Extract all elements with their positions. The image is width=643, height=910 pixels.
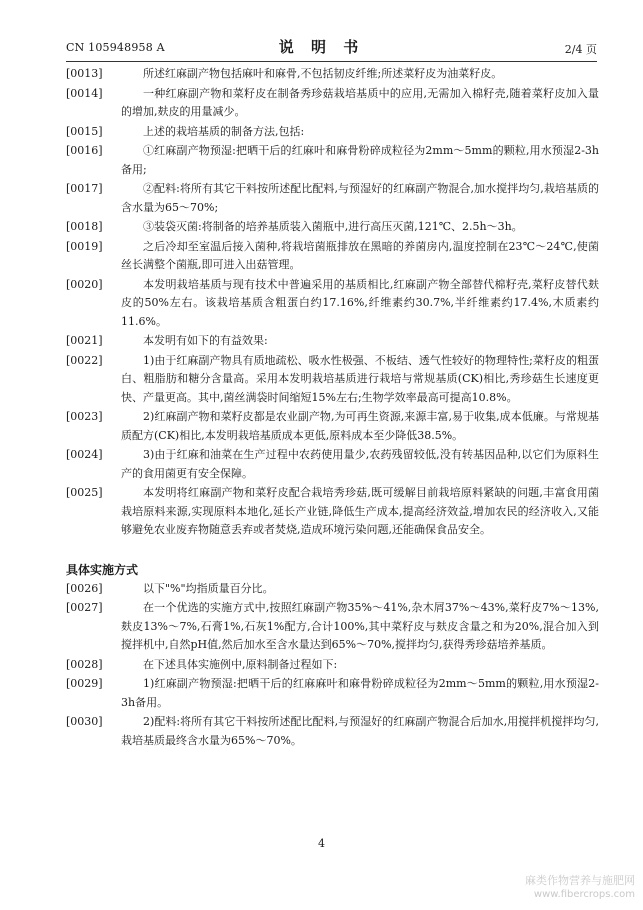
paragraph-text: 一种红麻副产物和菜籽皮在制备秀珍菇栽培基质中的应用,无需加入棉籽壳,随着菜籽皮加入量的增加,麸皮的用量减少。 [121, 86, 599, 118]
paragraph-number: [0019] [66, 239, 103, 253]
paragraph-text: 上述的栽培基质的制备方法,包括: [143, 124, 305, 138]
paragraph-number: [0028] [66, 657, 103, 671]
paragraph-text: 本发明将红麻副产物和菜籽皮配合栽培秀珍菇,既可缓解目前栽培原料紧缺的问题,丰富食用菌栽培原料来源,实现原料本地化,延长产业链,降低生产成本,提高经济效益,增加农民的经济收入,又能够避免农业废弃物随意丢弃或者焚烧,造成环境污染问题,还能确保食品安全。 [121, 486, 599, 536]
paragraph [66, 484, 599, 540]
watermark [525, 873, 635, 902]
paragraph-number: [0023] [66, 410, 103, 423]
paragraph-text: 1)红麻副产物预湿:把晒干后的红麻麻叶和麻骨粉碎成粒径为2mm～5mm的颗粒,用水预湿2-3h备用。 [121, 677, 599, 709]
paragraph [66, 180, 599, 217]
page-number: 4 [318, 837, 325, 850]
paragraph-number: [0027] [66, 601, 103, 614]
header-divider [66, 61, 597, 62]
paragraph [66, 218, 599, 237]
paragraph [66, 656, 599, 675]
watermark-url: www.fibercrops.com [533, 889, 635, 900]
paragraph-number: [0024] [66, 448, 103, 461]
paragraph-text: 之后冷却至室温后接入菌种,将栽培菌瓶排放在黑暗的养菌房内,温度控制在23℃～24℃,使菌丝长满整个菌瓶,即可进入出菇管理。 [121, 239, 599, 271]
patent-number: CN 105948958 A [66, 41, 165, 54]
paragraph-text: ③装袋灭菌:将制备的培养基质装入菌瓶中,进行高压灭菌,121℃、2.5h～3h。 [143, 220, 523, 233]
paragraph-text: ②配料:将所有其它干料按所述配比配料,与预湿好的红麻副产物混合,加水搅拌均匀,栽培基质的含水量为65～70%; [121, 182, 599, 214]
paragraph [66, 352, 599, 408]
paragraph-number: [0030] [66, 715, 103, 728]
paragraph-text: 3)由于红麻和油菜在生产过程中农药使用量少,农药残留较低,没有转基因品种,以它们为原料生产的食用菌更有安全保障。 [121, 448, 599, 480]
paragraph [66, 238, 599, 275]
paragraph-text: 2)红麻副产物和菜籽皮都是农业副产物,为可再生资源,来源丰富,易于收集,成本低廉。与常规基质配方(CK)相比,本发明栽培基质成本更低,原料成本至少降低38.5%。 [121, 410, 599, 442]
paragraph-text: 以下"%"均指质量百分比。 [143, 581, 274, 595]
paragraph-text: 所述红麻副产物包括麻叶和麻骨,不包括韧皮纤维;所述菜籽皮为油菜籽皮。 [143, 67, 503, 80]
paragraph-text: 在下述具体实施例中,原料制备过程如下: [143, 657, 338, 671]
paragraph-number: [0013] [66, 67, 103, 80]
paragraph-text: 本发明有如下的有益效果: [143, 334, 268, 347]
section-title: 具体实施方式 [66, 562, 139, 577]
paragraph-text: 在一个优选的实施方式中,按照红麻副产物35%～41%,杂木屑37%～43%,菜籽皮7%～13%,麸皮13%～7%,石膏1%,石灰1%配方,合计100%,其中菜籽皮与麸皮含量之和为20%,混合加入到搅拌机中,自然pH值,然后加水至含水量达到65%～70%,搅拌均匀,获得秀珍菇培养基质。 [121, 601, 599, 651]
paragraph [66, 123, 599, 142]
paragraph-number: [0018] [66, 220, 103, 233]
paragraph-number: [0026] [66, 581, 103, 595]
paragraph-text: ①红麻副产物预湿:把晒干后的红麻叶和麻骨粉碎成粒径为2mm～5mm的颗粒,用水预湿2-3h备用; [121, 144, 599, 176]
paragraph [66, 332, 599, 351]
paragraph-list [66, 65, 599, 540]
paragraph-number: [0021] [66, 334, 103, 347]
paragraph-text: 1)由于红麻副产物具有质地疏松、吸水性极强、不板结、透气性较好的物理特性;菜籽皮的粗蛋白、粗脂肪和糖分含量高。采用本发明栽培基质进行栽培与常规基质(CK)相比,秀珍菇生长速度更快、产量更高。其中,菌丝满袋时间缩短15%左右;生物学效率最高可提高10.8%。 [121, 353, 599, 404]
page-label: 2/4 页 [564, 43, 597, 56]
paragraph [66, 675, 599, 712]
paragraph [66, 65, 599, 84]
watermark-site-name: 麻类作物营养与施肥网 [525, 874, 635, 887]
paragraph-number: [0022] [66, 353, 103, 367]
paragraph [66, 408, 599, 445]
paragraph-number: [0014] [66, 86, 103, 100]
paragraph [66, 599, 599, 655]
paragraph [66, 276, 599, 332]
paragraph [66, 446, 599, 483]
paragraph [66, 142, 599, 179]
page-header [0, 0, 643, 70]
paragraph-number: [0016] [66, 144, 103, 157]
document-body [66, 64, 599, 750]
paragraph-list-embodiments [66, 580, 599, 751]
paragraph [66, 580, 599, 599]
paragraph-text: 本发明栽培基质与现有技术中普遍采用的基质相比,红麻副产物全部替代棉籽壳,菜籽皮替代麸皮的50%左右。该栽培基质含粗蛋白约17.16%,纤维素约30.7%,半纤维素约17.4%,木质素约11.6%。 [121, 277, 599, 328]
paragraph-text: 2)配料:将所有其它干料按所述配比配料,与预湿好的红麻副产物混合后加水,用搅拌机搅拌均匀,栽培基质最终含水量为65%～70%。 [121, 715, 599, 747]
paragraph-number: [0029] [66, 677, 103, 690]
paragraph-number: [0025] [66, 486, 103, 499]
paragraph-number: [0020] [66, 277, 103, 291]
paragraph [66, 85, 599, 122]
paragraph-number: [0017] [66, 182, 103, 195]
paragraph [66, 713, 599, 750]
document-title: 说 明 书 [278, 38, 365, 56]
paragraph-number: [0015] [66, 124, 103, 138]
